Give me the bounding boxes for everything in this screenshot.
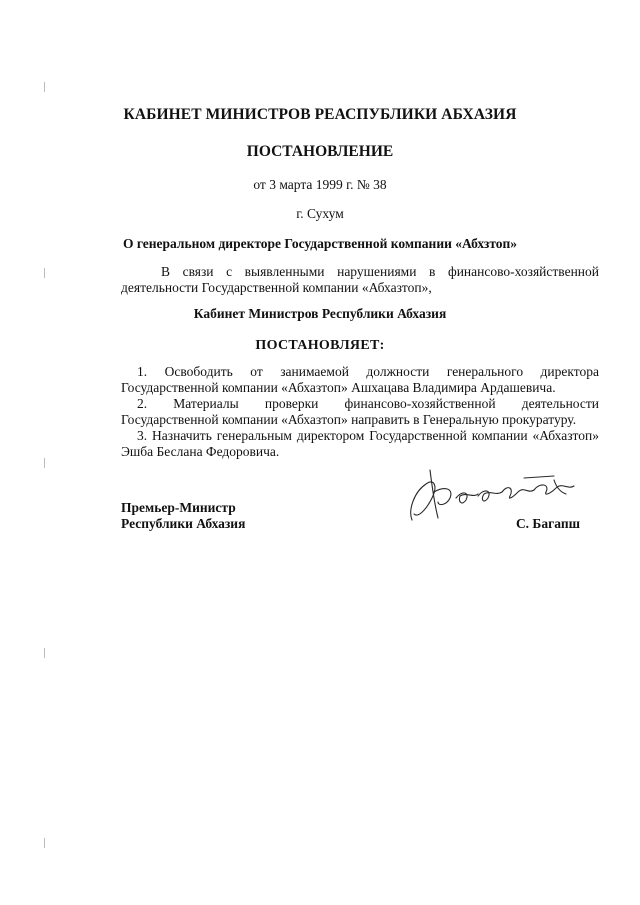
subject-heading: О генеральном директоре Государственной компании «Абхзтоп»	[122, 236, 518, 251]
city: г. Сухум	[296, 206, 344, 221]
signatory-title-line-2: Республики Абхазия	[121, 516, 246, 531]
decree-item: 1. Освободить от занимаемой должности генерального директора Государственной компании «Абхазтоп» Ашхацава Владимира Ардашевича.	[121, 364, 599, 395]
document-type: ПОСТАНОВЛЕНИЕ	[246, 143, 394, 160]
date-number: от 3 марта 1999 г. № 38	[253, 177, 387, 192]
punch-hole-marks	[30, 0, 46, 905]
authority-line: Кабинет Министров Республики Абхазия	[193, 306, 447, 321]
signatory-title	[121, 500, 245, 532]
header-title: КАБИНЕТ МИНИСТРОВ РЕАСПУБЛИКИ АБХАЗИЯ	[123, 106, 517, 123]
signatory-name: С. Багапш	[515, 516, 580, 531]
decree-items	[121, 364, 599, 460]
signatory-title-line-1: Премьер-Министр	[121, 500, 236, 515]
decree-item: 3. Назначить генеральным директором Государственной компании «Абхазтоп» Эшба Беслана Федоровича.	[121, 428, 599, 459]
decree-heading: ПОСТАНОВЛЯЕТ:	[255, 338, 385, 353]
intro-paragraph: В связи с выявленными нарушениями в финансово-хозяйственной деятельности Государственной компании «Абхазтоп»,	[121, 264, 599, 295]
decree-item: 2. Материалы проверки финансово-хозяйственной деятельности Государственной компании «Абхазтоп» направить в Генеральную прокуратуру.	[121, 396, 599, 427]
